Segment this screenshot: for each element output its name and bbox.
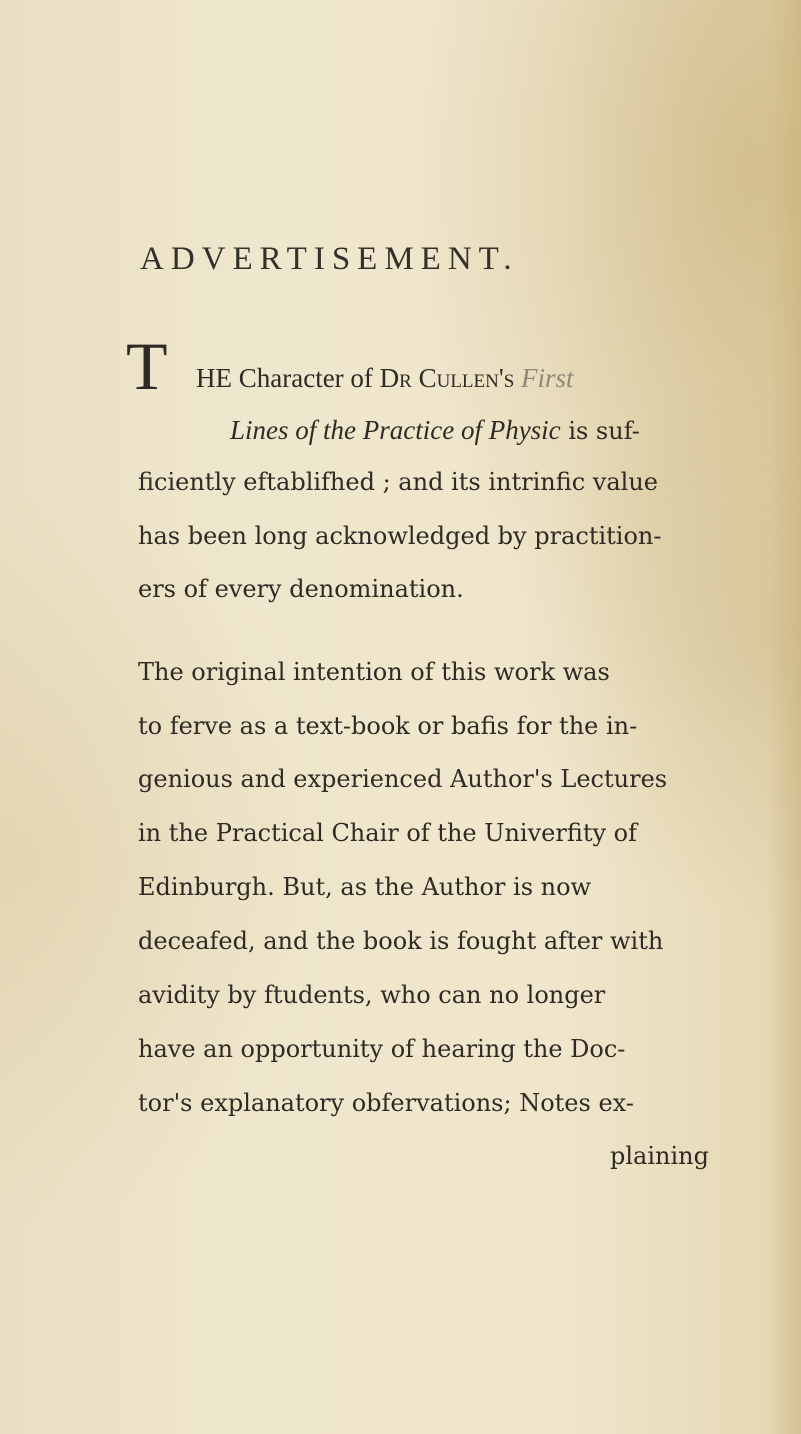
text-line-7: to ferve as a text-book or bafis for the in- [138, 712, 638, 740]
author-name: Dr Cullen's [379, 363, 515, 393]
text-line-14: tor's explanatory obfervations; Notes ex- [138, 1089, 634, 1117]
page-edge-shadow [767, 0, 801, 1434]
text-line-1-start: HE Character of [196, 363, 380, 393]
text-line-13: have an opportunity of hearing the Doc- [138, 1035, 626, 1063]
drop-cap: T [126, 328, 168, 404]
page-heading: ADVERTISEMENT. [140, 241, 519, 277]
text-line-11: deceafed, and the book is fought after with [138, 927, 664, 955]
text-line-10: Edinburgh. But, as the Author is now [138, 873, 592, 901]
faded-word: First [521, 363, 574, 393]
text-line-2 [230, 415, 640, 446]
text-line-1 [196, 363, 574, 393]
text-line-9: in the Practical Chair of the Univerfity of [138, 819, 638, 847]
text-line-4: has been long acknowledged by practition- [138, 522, 662, 550]
text-line-8: genious and experienced Author's Lectures [138, 765, 668, 793]
text-line-5: ers of every denomination. [138, 575, 464, 603]
catchword: plaining [610, 1142, 709, 1170]
text-line-6: The original intention of this work was [138, 658, 610, 686]
text-line-3: ficiently eftablifhed ; and its intrinfic value [138, 468, 658, 496]
book-title: Lines of the Practice of Physic [230, 415, 561, 445]
text-line-2-end: is suf- [568, 417, 640, 445]
text-line-12: avidity by ftudents, who can no longer [138, 981, 606, 1009]
